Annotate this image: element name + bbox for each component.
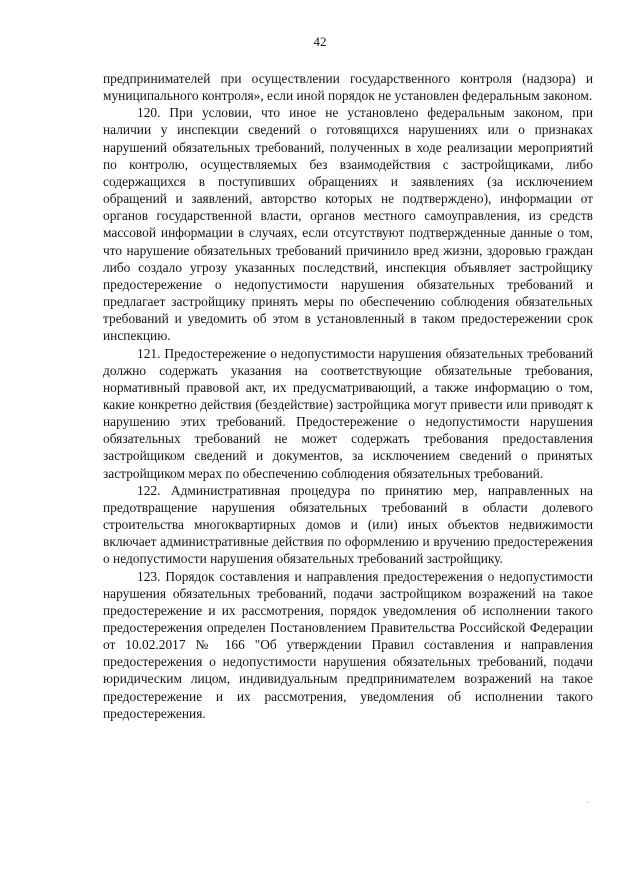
scan-dot-mark: ˙ (586, 800, 589, 810)
paragraph-123: 123. Порядок составления и направления предостережения о недопустимости нарушения обязательных требований, подачи застройщиком возражений на такое предостережение и их рассмотрения, порядок уведомления об исполнении такого предостережения определен Постановлением Правительства Российской Федерации от 10.02.2017 № 166 "Об утверждении Правил составления и направления предостережения о недопустимости нарушения обязательных требований, подачи юридическим лицом, индивидуальным предпринимателем возражений на такое предостережение и их рассмотрения, уведомления об исполнении такого предостережения. (103, 568, 593, 721)
document-body (103, 70, 593, 722)
paragraph-122: 122. Административная процедура по принятию мер, направленных на предотвращение нарушения обязательных требований в области долевого строительства многоквартирных домов и (или) иных объектов недвижимости включает административные действия по оформлению и вручению предостережения о недопустимости нарушения обязательных требований застройщику. (103, 482, 593, 567)
page-number: 42 (313, 34, 327, 49)
paragraph-121: 121. Предостережение о недопустимости нарушения обязательных требований должно содержать указания на соответствующие обязательные требования, нормативный правовой акт, их предусматривающий, а также информацию о том, какие конкретно действия (бездействие) застройщика могут привести или приводят к нарушению этих требований. Предостережение о недопустимости нарушения обязательных требований не может содержать требования предоставления застройщиком сведений и документов, за исключением сведений о принятых застройщиком мерах по обеспечению соблюдения обязательных требований. (103, 345, 593, 481)
paragraph-120: 120. При условии, что иное не установлено федеральным законом, при наличии у инспекции сведений о готовящихся нарушениях или о признаках нарушений обязательных требований, полученных в ходе реализации мероприятий по контролю, осуществляемых без взаимодействия с застройщиками, либо содержащихся в поступивших обращениях и заявлениях (за исключением обращений и заявлений, авторство которых не подтверждено), информации от органов государственной власти, органов местного самоуправления, из средств массовой информации в случаях, если отсутствуют подтвержденные данные о том, что нарушение обязательных требований причинило вред жизни, здоровью граждан либо создало угрозу указанных последствий, инспекция объявляет застройщику предостережение о недопустимости нарушения обязательных требований и предлагает застройщику принять меры по обеспечению соблюдения обязательных требований и уведомить об этом в установленный в таком предостережении срок инспекцию. (103, 105, 593, 344)
paragraph-continuation: предпринимателей при осуществлении государственного контроля (надзора) и муниципального контроля», если иной порядок не установлен федеральным законом. (103, 71, 593, 104)
